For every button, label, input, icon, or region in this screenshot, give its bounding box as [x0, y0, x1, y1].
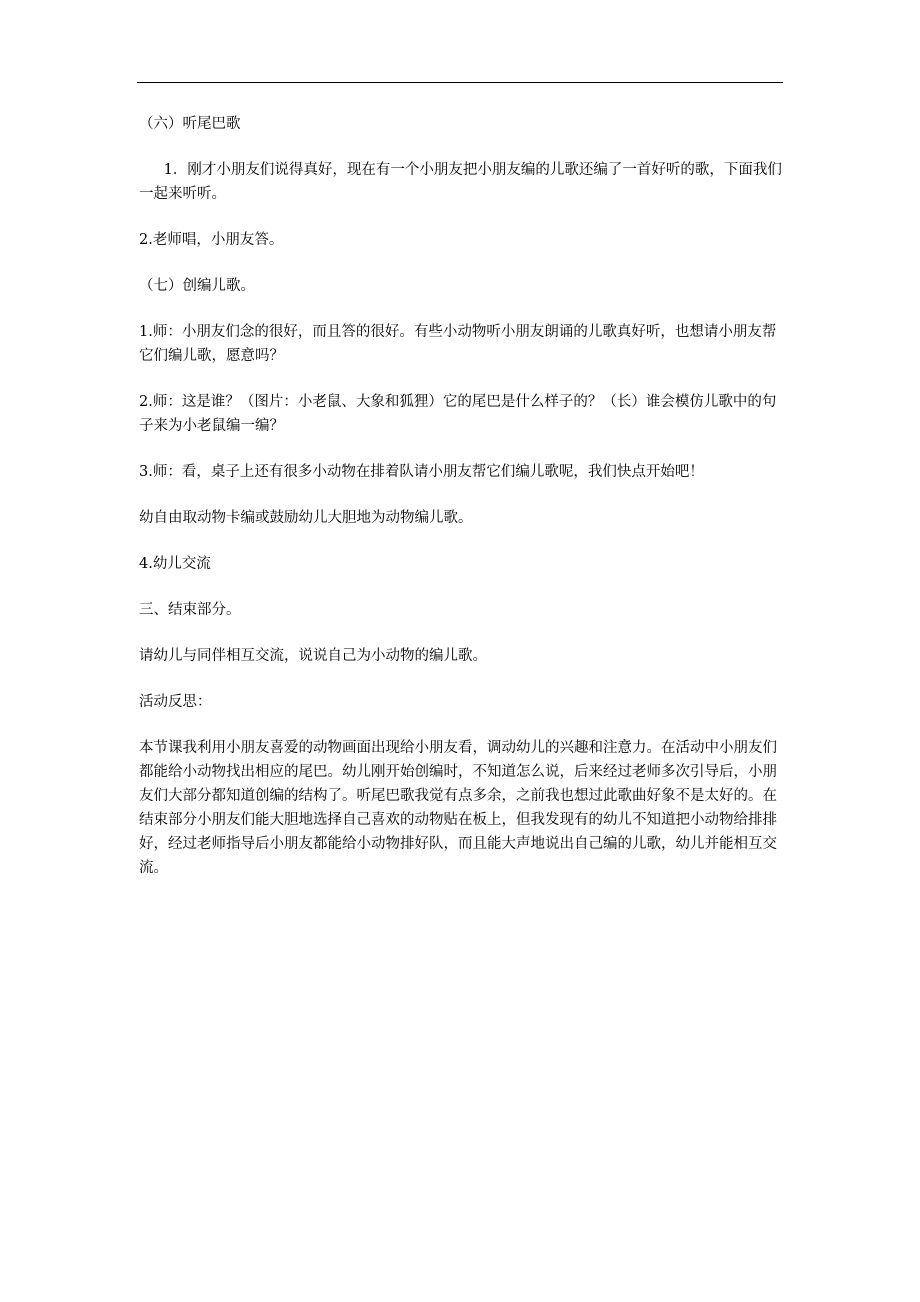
paragraph-step-1: 1．刚才小朋友们说得真好，现在有一个小朋友把小朋友编的儿歌还编了一首好听的歌，下面我们一起来听听。 — [139, 162, 782, 202]
paragraph-teacher-1: 1.师：小朋友们念的很好，而且答的很好。有些小动物听小朋友朗诵的儿歌真好听，也想请小朋友帮它们编儿歌，愿意吗？ — [139, 324, 777, 364]
section-heading-reflection: 活动反思： — [139, 694, 212, 710]
header-rule — [137, 82, 783, 83]
section-heading-listen-tail-song: （六）听尾巴歌 — [139, 116, 241, 132]
section-heading-ending: 三、结束部分。 — [139, 602, 241, 618]
document-body — [139, 112, 785, 902]
paragraph-step-4: 4.幼儿交流 — [139, 556, 211, 572]
paragraph-teacher-3: 3.师：看，桌子上还有很多小动物在排着队请小朋友帮它们编儿歌呢，我们快点开始吧！ — [139, 464, 704, 480]
paragraph-reflection: 本节课我利用小朋友喜爱的动物画面出现给小朋友看，调动幼儿的兴趣和注意力。在活动中小朋友们都能给小动物找出相应的尾巴。幼儿刚开始创编时，不知道怎么说，后来经过老师多次引导后，小朋友们大部分都知道创编的结构了。听尾巴歌我觉有点多余，之前我也想过此歌曲好象不是太好的。在结束部分小朋友们能大胆地选择自己喜欢的动物贴在板上，但我发现有的幼儿不知道把小动物给排排好，经过老师指导后小朋友都能给小动物排好队，而且能大声地说出自己编的儿歌，幼儿并能相互交流。 — [139, 740, 777, 876]
paragraph-free-creation: 幼自由取动物卡编或鼓励幼儿大胆地为动物编儿歌。 — [139, 510, 473, 526]
section-heading-create-rhyme: （七）创编儿歌。 — [139, 278, 255, 294]
paragraph-exchange: 请幼儿与同伴相互交流，说说自己为小动物的编儿歌。 — [139, 648, 487, 664]
paragraph-step-2: 2.老师唱，小朋友答。 — [139, 232, 284, 248]
paragraph-teacher-2: 2.师：这是谁？（图片：小老鼠、大象和狐狸）它的尾巴是什么样子的？（长）谁会模仿儿歌中的句子来为小老鼠编一编？ — [139, 394, 777, 434]
